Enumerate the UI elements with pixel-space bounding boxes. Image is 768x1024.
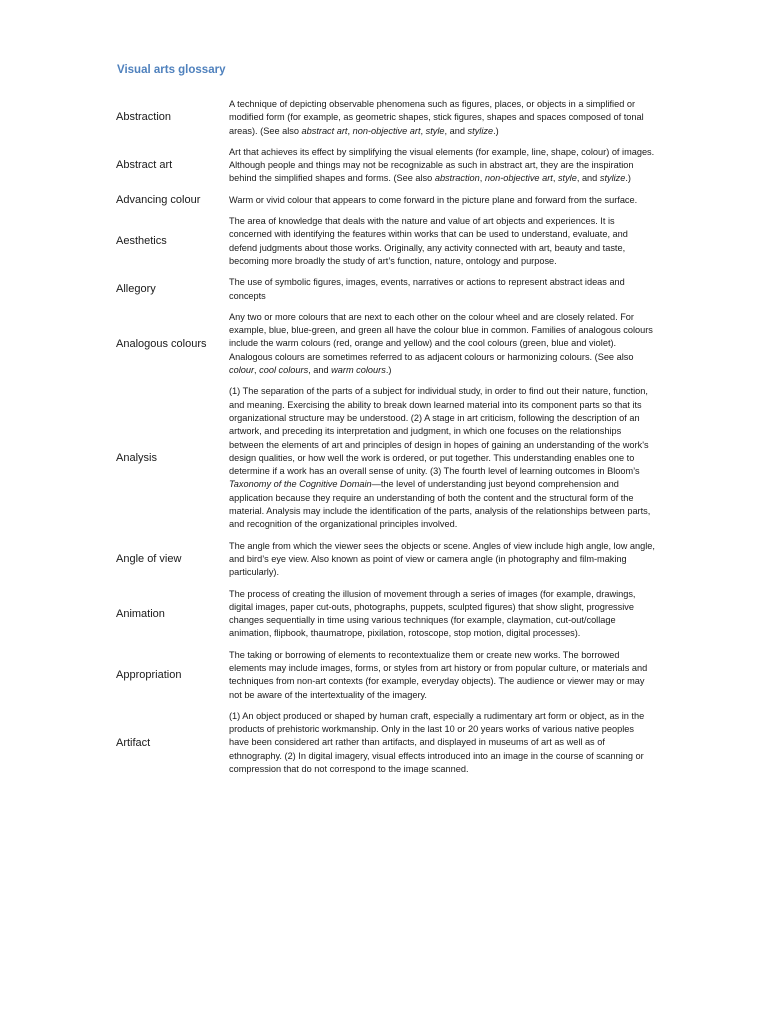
definition-text: (1) The separation of the parts of a subject for individual study, in order to find out their nature, function, and meaning. Exercising the ability to break down learned material into its component parts so that its organizational structure may be understood. (2) A stage in art criticism, following the description of an artwork, and preceding its interpretation and judgment, in which one focuses on the relationships between the elements of art and principles of design in hopes of gaining an understanding of the work's design qualities, or how well the work is ordered, or put together. This understanding enables one to determine if a work has an overall sense of unity. (3) The fourth level of learning outcomes in Bloom’s: [229, 386, 649, 477]
definition-text: , and: [576, 173, 600, 184]
glossary-term: Analogous colours: [116, 337, 207, 350]
glossary-term: Allegory: [116, 283, 156, 296]
glossary-entry: [116, 98, 656, 138]
definition-crossref: stylize: [467, 125, 494, 136]
definition-text: , and: [308, 365, 332, 376]
glossary-term: Animation: [116, 607, 165, 620]
glossary-definition: [229, 385, 656, 531]
glossary-definition: [229, 276, 656, 303]
definition-text: .): [625, 173, 631, 184]
glossary-definition: [229, 98, 656, 138]
glossary-term: Angle of view: [116, 553, 182, 566]
definition-text: The area of knowledge that deals with the nature and value of art objects and experiences. It is concerned with identifying the features within works that can be used to understand, evaluate, and defend judgments about those works. Originally, any activity connected with art, beauty and taste, becoming more broadly the study of art’s function, nature, ontology and purpose.: [229, 216, 628, 266]
glossary-term: Abstract art: [116, 159, 173, 172]
definition-text: ,: [254, 365, 260, 376]
glossary-entry: [116, 194, 656, 207]
glossary-definition: [229, 215, 656, 268]
definition-text: The angle from which the viewer sees the objects or scene. Angles of view include high angle, low angle, and bird’s eye view. Also known as point of view or camera angle (in photography and film-making particularly).: [229, 540, 655, 578]
document-title: Visual arts glossary: [117, 64, 226, 76]
definition-text: ,: [420, 125, 426, 136]
definition-text: , and: [444, 125, 468, 136]
definition-crossref: style: [557, 173, 577, 184]
definition-crossref: Taxonomy of the Cognitive Domain: [229, 479, 372, 490]
glossary-definition: [229, 311, 656, 377]
definition-crossref: cool colours: [259, 365, 309, 376]
glossary-definition: [229, 540, 656, 580]
definition-text: ,: [347, 125, 353, 136]
definition-text: Art that achieves its effect by simplifying the visual elements (for example, line, shape, colour) of images. Although people and things may not be recognizable as such in abstract art, they are the inspiration behind the simplified shapes and forms. (See also: [229, 146, 655, 184]
glossary-entry: [116, 385, 656, 531]
definition-crossref: stylize: [599, 173, 626, 184]
definition-crossref: non-objective art: [484, 173, 553, 184]
glossary-definition: [229, 588, 656, 641]
definition-text: The taking or borrowing of elements to recontextualize them or create new works. The borrowed elements may include images, forms, or styles from art history or from popular culture, or materials and techniques from non-art contexts (for example, everyday objects). The audience or viewer may or may not be aware of the intertextuality of the imagery.: [229, 649, 648, 700]
glossary-term: Analysis: [116, 451, 157, 464]
definition-crossref: warm colours: [331, 365, 386, 376]
glossary-entry: [116, 710, 656, 776]
glossary-entry: [116, 215, 656, 268]
definition-text: The process of creating the illusion of movement through a series of images (for example, drawings, digital images, paper cut-outs, photographs, puppets, sculpted figures) that show slight, progressive changes sequentially in time using various techniques (for example, claymation, cut-out/collage animation, flipbook, thaumatrope, pixilation, rotoscope, stop motion, digital processes).: [229, 588, 636, 639]
glossary-definition: [229, 710, 656, 776]
glossary-definition: [229, 194, 656, 207]
glossary-term: Aesthetics: [116, 235, 167, 248]
glossary-entry: [116, 146, 656, 186]
definition-text: Warm or vivid colour that appears to come forward in the picture plane and forward from the surface.: [229, 194, 638, 205]
glossary-entry: [116, 588, 656, 641]
definition-text: The use of symbolic figures, images, events, narratives or actions to represent abstract ideas and concepts: [229, 277, 625, 301]
glossary-entry: [116, 540, 656, 580]
definition-text: ,: [552, 173, 558, 184]
definition-text: —the level of understanding just beyond comprehension and application because they require an understanding of both the content and the structural form of the material. Analysis may include the identification of the parts, analysis of the relationships between parts, and recognition of the organizational principles involved.: [229, 479, 651, 530]
definition-text: Any two or more colours that are next to each other on the colour wheel and are closely related. For example, blue, blue-green, and green all have the colour blue in common. Families of analogous colours include the warm colours (red, orange and yellow) and the cool colours (green, blue and violet). Analogous colours are sometimes referred to as adjacent colours or harmonizing colours. (See also: [229, 311, 653, 362]
glossary-entry: [116, 649, 656, 702]
definition-crossref: abstract art: [301, 125, 348, 136]
glossary-term: Advancing colour: [116, 193, 201, 206]
definition-text: .): [385, 365, 392, 376]
glossary-term: Abstraction: [116, 111, 172, 124]
definition-text: .): [493, 125, 499, 136]
definition-text: (1) An object produced or shaped by human craft, especially a rudimentary art form or object, as in the products of prehistoric workmanship. Only in the last 10 or 20 years works of various native peoples have been considered art rather than artifacts, and displayed in museums of art as well as of ethnography. (2) In digital imagery, visual effects introduced into an image in the course of scanning or compression that do not correspond to the image scanned.: [229, 710, 645, 775]
definition-text: ,: [479, 173, 485, 184]
definition-crossref: style: [425, 125, 445, 136]
definition-crossref: non-objective art: [352, 125, 421, 136]
glossary-term: Artifact: [116, 736, 151, 749]
glossary-term: Appropriation: [116, 668, 182, 681]
glossary-definition: [229, 146, 656, 186]
glossary-entry: [116, 311, 656, 377]
glossary-entry: [116, 276, 656, 303]
definition-crossref: colour: [229, 365, 255, 376]
definition-crossref: abstraction: [434, 173, 480, 184]
glossary-definition: [229, 649, 656, 702]
glossary-list: [116, 98, 656, 784]
definition-text: A technique of depicting observable phenomena such as figures, places, or objects in a simplified or modified form (for example, as geometric shapes, stick figures, shapes and spaces composed of tonal areas). (See also: [229, 99, 644, 136]
